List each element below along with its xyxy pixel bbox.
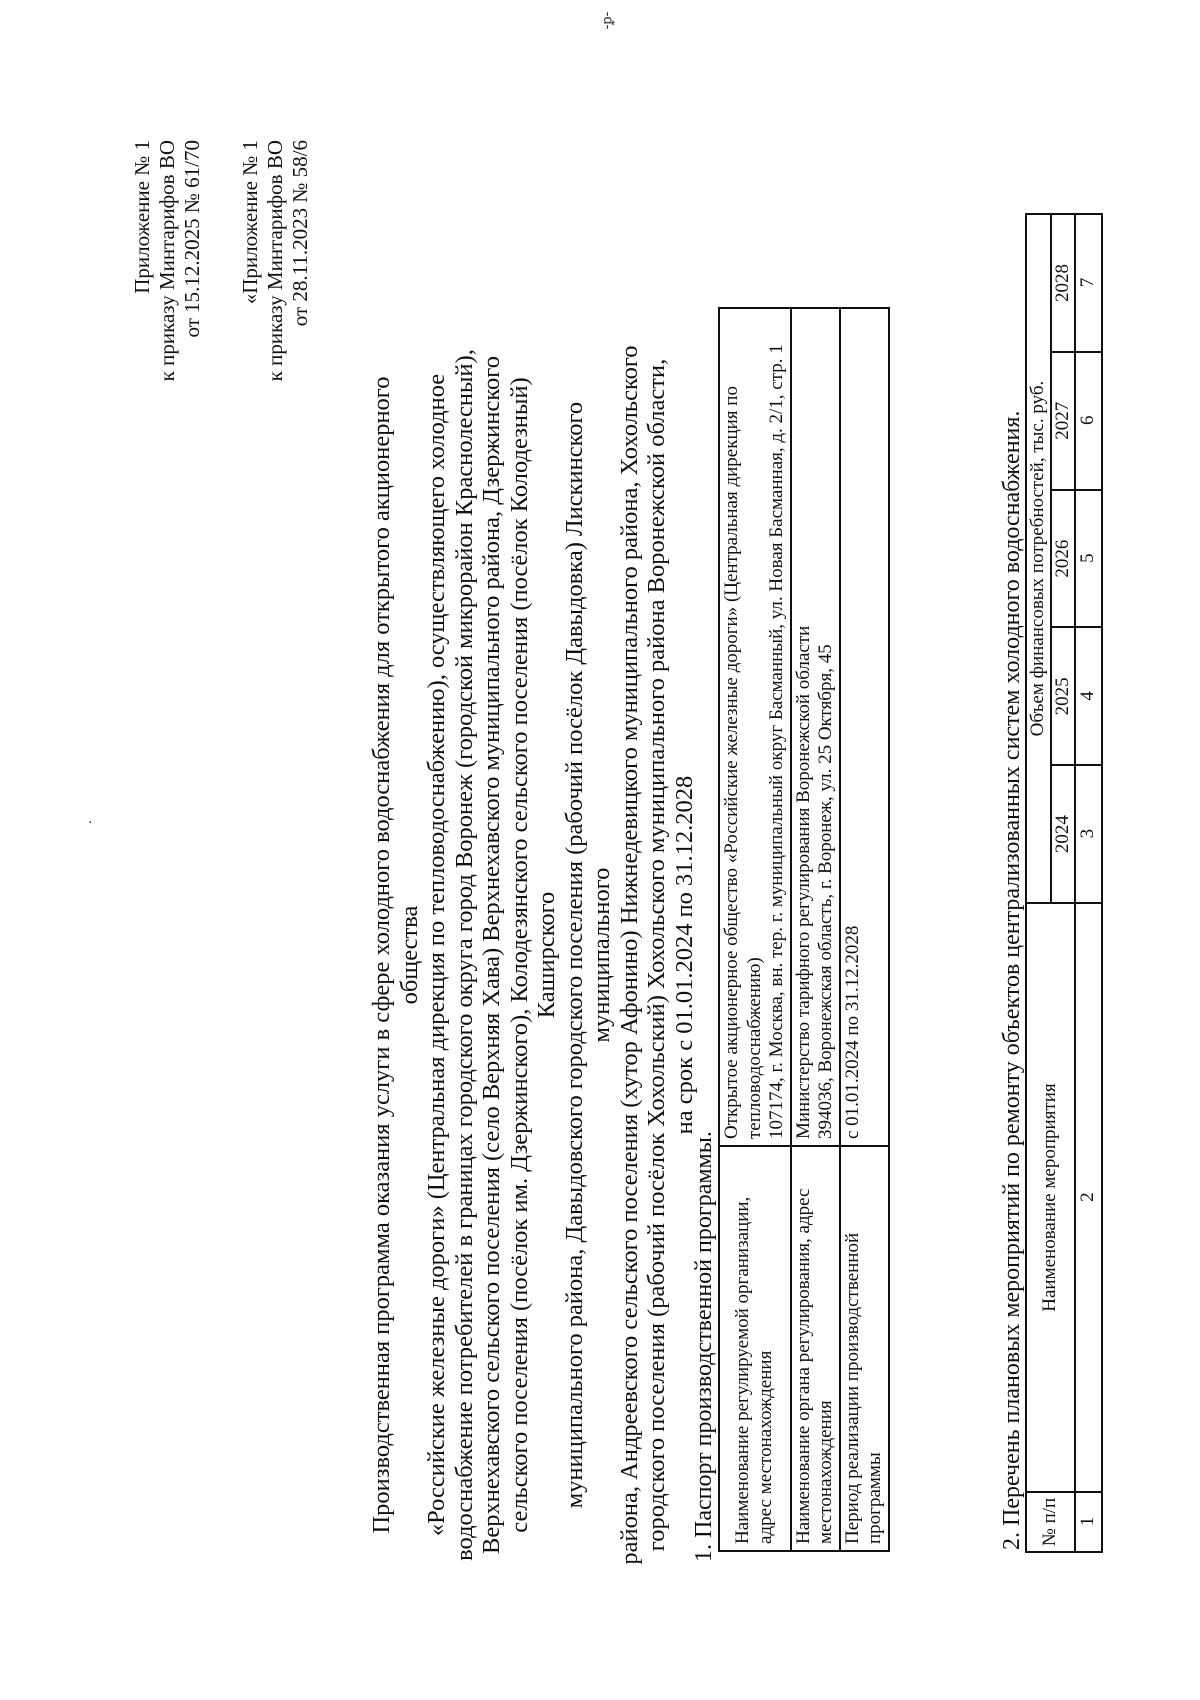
passport-value-line: Открытое акционерное общество «Российские железные дороги» (Центральная дирекция по тепловодоснабжению)	[721, 386, 765, 1139]
year-header: 2028	[1051, 214, 1076, 352]
passport-label: Наименование регулируемой организации, адрес местонахождения	[719, 1146, 791, 1551]
passport-value	[791, 308, 840, 1146]
previous-approval-line: к приказу Минтарифов ВО	[263, 140, 287, 382]
previous-approval-line: от 28.11.2023 № 58/6	[288, 140, 312, 327]
column-number-header: № п/п	[1026, 1492, 1075, 1552]
approval-line: от 15.12.2025 № 61/70	[180, 140, 204, 338]
index-cell: 7	[1075, 214, 1102, 352]
passport-label: Наименование органа регулирования, адрес местонахождения	[791, 1146, 840, 1551]
table-row	[1075, 214, 1102, 1552]
title-line: городского поселения (рабочий посёлок Хохольский) Хохольского муниципального района Воронежской области,	[643, 358, 670, 1552]
section-1-heading: 1. Паспорт производственной программы.	[691, 1131, 717, 1562]
index-cell: 3	[1075, 765, 1102, 903]
scan-dot: ·	[88, 815, 93, 831]
passport-value-line: 107174, г. Москва, вн. тер. г. муниципальный округ Басманный, ул. Новая Басманная, д. 2/1, стр. 1	[766, 344, 787, 1139]
index-cell: 2	[1075, 903, 1102, 1492]
scan-mark: -ᵱ-	[599, 11, 616, 30]
planned-measures-table	[1025, 213, 1103, 1553]
approval-reference	[130, 140, 205, 660]
index-cell: 5	[1075, 490, 1102, 628]
passport-value	[719, 308, 791, 1146]
title-line: «Российские железные дороги» (Центральная дирекция по тепловодоснабжению), осуществляющего холодное	[423, 373, 450, 1537]
column-group-header: Объем финансовых потребностей, тыс. руб.	[1026, 214, 1051, 903]
title-line: Верхнехавского сельского поселения (село Верхняя Хава) Верхнехавского муниципального района, Дзержинского	[478, 356, 505, 1554]
title-line: водоснабжение потребителей в границах городского округа город Воронеж (городской микрорайон Краснолесный),	[450, 349, 478, 1561]
title-line: района, Андреевского сельского поселения (хутор Афонино) Нижнедевицкого муниципального района, Хохольского	[615, 345, 643, 1565]
approval-line: Приложение № 1	[130, 140, 154, 294]
document-title	[368, 340, 698, 1570]
section-2-heading: 2. Перечень плановых мероприятий по ремонту объектов централизованных систем холодного водоснабжения.	[999, 410, 1025, 1550]
passport-value	[840, 308, 889, 1146]
index-cell: 1	[1075, 1492, 1102, 1552]
index-cell: 4	[1075, 627, 1102, 765]
passport-value-line: 394036, Воронежская область, г. Воронеж, ул. 25 Октября, 45	[815, 644, 836, 1139]
table-header-row	[1026, 214, 1051, 1552]
passport-value-line: Министерство тарифного регулирования Воронежской области	[792, 625, 814, 1139]
year-header: 2025	[1051, 627, 1076, 765]
index-cell: 6	[1075, 352, 1102, 490]
approval-line: к приказу Минтарифов ВО	[155, 140, 179, 382]
title-line: муниципального района, Давыдовского городского поселения (рабочий посёлок Давыдовка) Лискинского муниципального	[560, 401, 615, 1509]
year-header: 2027	[1051, 352, 1076, 490]
title-line: Производственная программа оказания услуги в сфере холодного водоснабжения для открытого акционерного общества	[368, 376, 423, 1534]
table-row	[791, 308, 840, 1551]
column-name-header: Наименование мероприятия	[1026, 903, 1075, 1492]
previous-approval-reference	[238, 140, 313, 660]
table-row	[840, 308, 889, 1551]
table-row	[719, 308, 791, 1551]
previous-approval-line: «Приложение № 1	[238, 140, 262, 305]
passport-table	[718, 307, 890, 1552]
year-header: 2026	[1051, 490, 1076, 628]
year-header: 2024	[1051, 765, 1076, 903]
passport-label: Период реализации производственной программы	[840, 1146, 889, 1551]
title-line: сельского поселения (посёлок им. Дзержинского), Колодезянского сельского поселения (посёлок Колодезный) Каширского	[505, 377, 560, 1533]
passport-value-line: с 01.01.2024 по 31.12.2028	[841, 925, 863, 1139]
title-line: на срок с 01.01.2024 по 31.12.2028	[670, 775, 698, 1135]
